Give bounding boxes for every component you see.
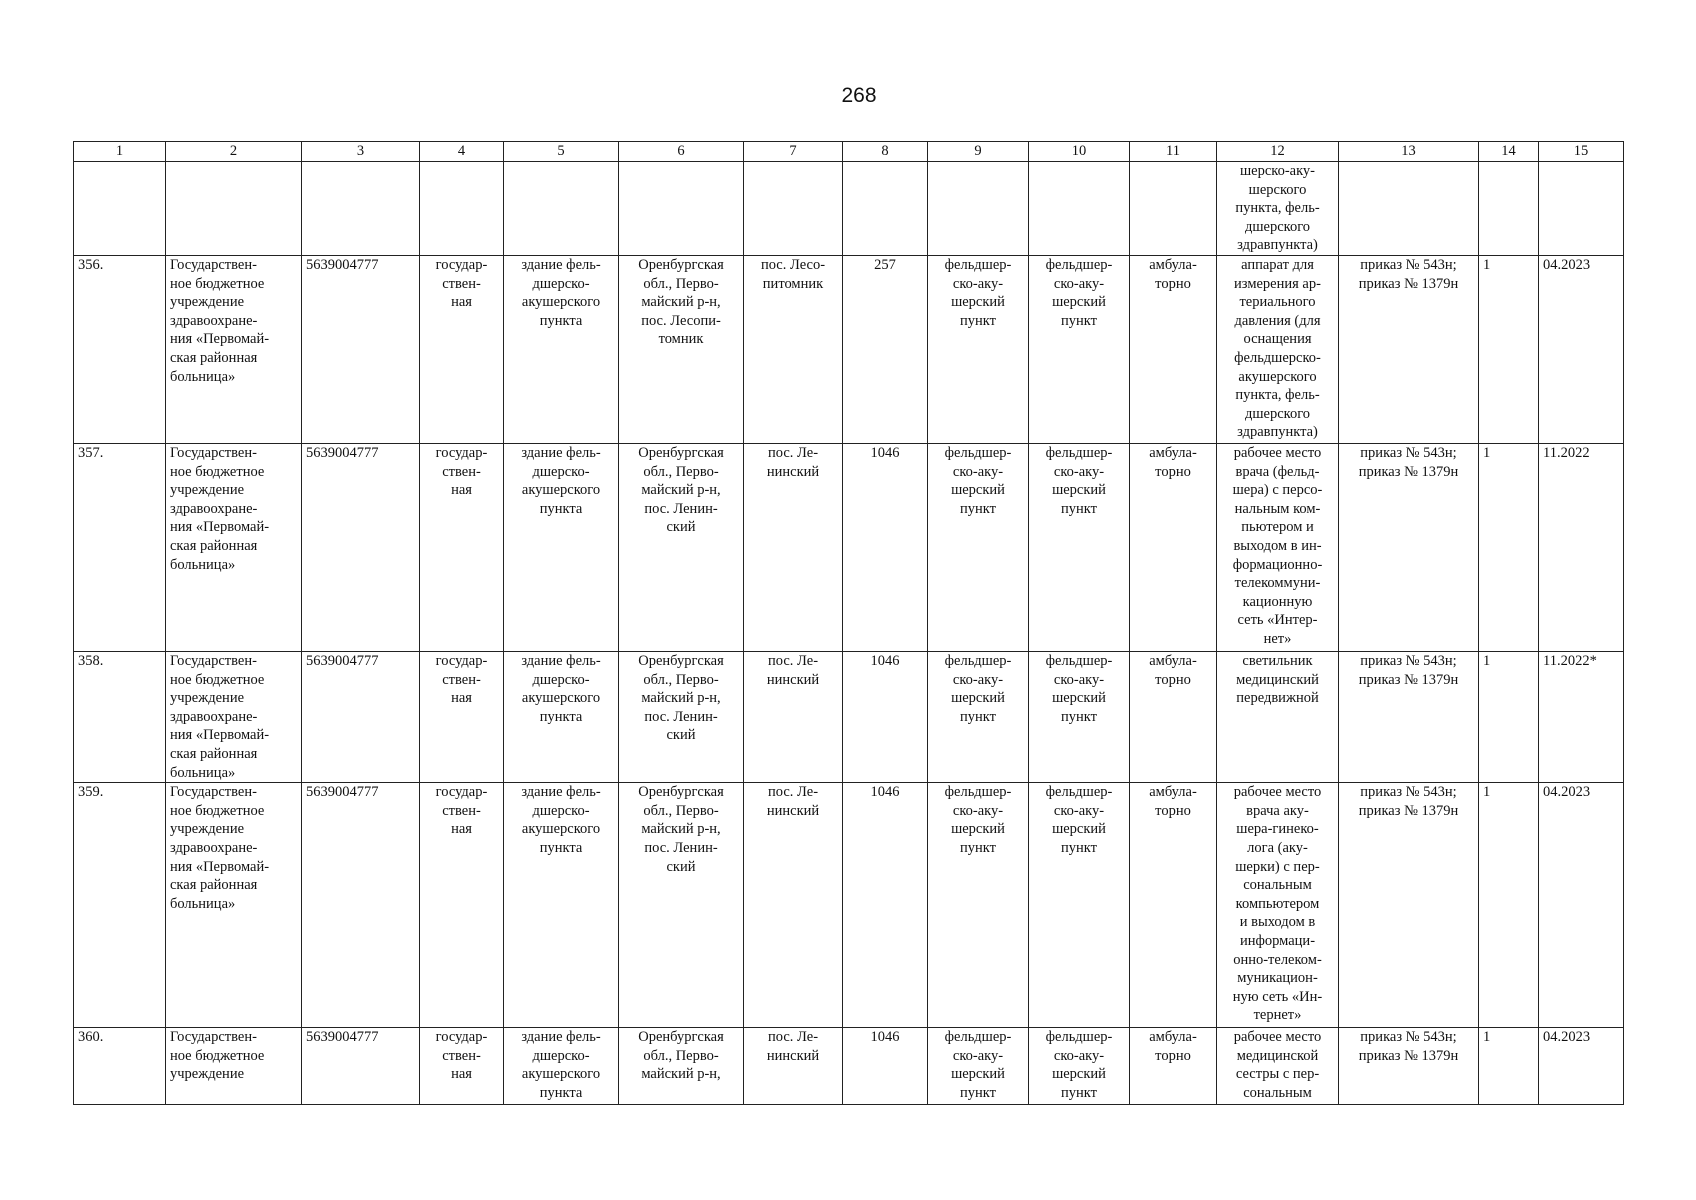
facility-type-cell: фельдшер- ско-аку- шерский пункт: [1029, 1028, 1130, 1105]
facility-type-cell: фельдшер- ско-аку- шерский пункт: [1029, 256, 1130, 444]
building-cell: здание фель- дшерско- акушерского пункта: [504, 652, 619, 783]
date-cell: 04.2023: [1539, 783, 1624, 1028]
ownership-cell: государ- ствен- ная: [420, 256, 504, 444]
facility-type-cell: фельдшер- ско-аку- шерский пункт: [928, 256, 1029, 444]
column-header: 2: [166, 142, 302, 162]
population-cell: 1046: [843, 444, 928, 652]
quantity-cell: 1: [1479, 783, 1539, 1028]
column-header: 14: [1479, 142, 1539, 162]
facility-type-cell: фельдшер- ско-аку- шерский пункт: [1029, 652, 1130, 783]
column-header: 8: [843, 142, 928, 162]
population-cell: 1046: [843, 783, 928, 1028]
equipment-cell: шерско-аку- шерского пункта, фель- дшерского здравпункта): [1217, 162, 1339, 256]
quantity-cell: 1: [1479, 444, 1539, 652]
order-cell: приказ № 543н; приказ № 1379н: [1339, 652, 1479, 783]
order-cell: приказ № 543н; приказ № 1379н: [1339, 783, 1479, 1028]
table-row: [74, 444, 1624, 652]
table-cell: [1130, 162, 1217, 256]
care-mode-cell: амбула- торно: [1130, 444, 1217, 652]
inn-cell: 5639004777: [302, 652, 420, 783]
equipment-cell: рабочее место медицинской сестры с пер- сональным: [1217, 1028, 1339, 1105]
care-mode-cell: амбула- торно: [1130, 256, 1217, 444]
row-number: 358.: [74, 652, 166, 783]
equipment-cell: светильник медицинский передвижной: [1217, 652, 1339, 783]
order-cell: приказ № 543н; приказ № 1379н: [1339, 1028, 1479, 1105]
table-cell: [1539, 162, 1624, 256]
population-cell: 1046: [843, 652, 928, 783]
address-cell: Оренбургская обл., Перво- майский р-н, пос. Ленин- ский: [619, 783, 744, 1028]
column-header: 7: [744, 142, 843, 162]
date-cell: 04.2023: [1539, 256, 1624, 444]
care-mode-cell: амбула- торно: [1130, 652, 1217, 783]
ownership-cell: государ- ствен- ная: [420, 444, 504, 652]
care-mode-cell: амбула- торно: [1130, 1028, 1217, 1105]
date-cell: 11.2022: [1539, 444, 1624, 652]
facility-type-cell: фельдшер- ско-аку- шерский пункт: [928, 444, 1029, 652]
equipment-cell: аппарат для измерения ар- териального давления (для оснащения фельдшерско- акушерского пункта, фель- дшерского здравпункта): [1217, 256, 1339, 444]
facility-type-cell: фельдшер- ско-аку- шерский пункт: [928, 783, 1029, 1028]
ownership-cell: государ- ствен- ная: [420, 652, 504, 783]
row-number: 359.: [74, 783, 166, 1028]
column-header: 10: [1029, 142, 1130, 162]
address-cell: Оренбургская обл., Перво- майский р-н, пос. Ленин- ский: [619, 444, 744, 652]
row-number: 360.: [74, 1028, 166, 1105]
ownership-cell: государ- ствен- ная: [420, 1028, 504, 1105]
locality-cell: пос. Лесо- питомник: [744, 256, 843, 444]
building-cell: здание фель- дшерско- акушерского пункта: [504, 256, 619, 444]
column-header: 1: [74, 142, 166, 162]
table-cell: [74, 162, 166, 256]
table-row: [74, 652, 1624, 783]
table-cell: [928, 162, 1029, 256]
table-cell: [302, 162, 420, 256]
address-cell: Оренбургская обл., Перво- майский р-н, пос. Лесопи- томник: [619, 256, 744, 444]
column-number-row: [74, 142, 1624, 162]
table-cell: [744, 162, 843, 256]
facility-type-cell: фельдшер- ско-аку- шерский пункт: [1029, 444, 1130, 652]
inn-cell: 5639004777: [302, 783, 420, 1028]
table-cell: [420, 162, 504, 256]
continuation-row: [74, 162, 1624, 256]
locality-cell: пос. Ле- нинский: [744, 783, 843, 1028]
equipment-cell: рабочее место врача аку- шера-гинеко- лога (аку- шерки) с пер- сональным компьютером и выходом в информаци- онно-телеком- муникацион- ную сеть «Ин- тернет»: [1217, 783, 1339, 1028]
care-mode-cell: амбула- торно: [1130, 783, 1217, 1028]
facility-type-cell: фельдшер- ско-аку- шерский пункт: [928, 1028, 1029, 1105]
column-header: 12: [1217, 142, 1339, 162]
table-cell: [504, 162, 619, 256]
column-header: 3: [302, 142, 420, 162]
organization-cell: Государствен- ное бюджетное учреждение здравоохране- ния «Первомай- ская районная больница»: [166, 256, 302, 444]
address-cell: Оренбургская обл., Перво- майский р-н,: [619, 1028, 744, 1105]
order-cell: приказ № 543н; приказ № 1379н: [1339, 256, 1479, 444]
quantity-cell: 1: [1479, 1028, 1539, 1105]
date-cell: 11.2022*: [1539, 652, 1624, 783]
column-header: 15: [1539, 142, 1624, 162]
organization-cell: Государствен- ное бюджетное учреждение здравоохране- ния «Первомай- ская районная больница»: [166, 652, 302, 783]
organization-cell: Государствен- ное бюджетное учреждение: [166, 1028, 302, 1105]
order-cell: приказ № 543н; приказ № 1379н: [1339, 444, 1479, 652]
table-row: [74, 1028, 1624, 1105]
building-cell: здание фель- дшерско- акушерского пункта: [504, 444, 619, 652]
population-cell: 1046: [843, 1028, 928, 1105]
table-row: [74, 256, 1624, 444]
population-cell: 257: [843, 256, 928, 444]
locality-cell: пос. Ле- нинский: [744, 652, 843, 783]
column-header: 11: [1130, 142, 1217, 162]
organization-cell: Государствен- ное бюджетное учреждение здравоохране- ния «Первомай- ская районная больница»: [166, 444, 302, 652]
equipment-cell: рабочее место врача (фельд- шера) с персо- нальным ком- пьютером и выходом в ин- формационно- телекоммуни- кационную сеть «Интер- нет»: [1217, 444, 1339, 652]
register-table: [73, 141, 1624, 1105]
column-header: 6: [619, 142, 744, 162]
page-number: 268: [841, 84, 877, 107]
inn-cell: 5639004777: [302, 256, 420, 444]
address-cell: Оренбургская обл., Перво- майский р-н, пос. Ленин- ский: [619, 652, 744, 783]
quantity-cell: 1: [1479, 652, 1539, 783]
table-cell: [1479, 162, 1539, 256]
column-header: 4: [420, 142, 504, 162]
ownership-cell: государ- ствен- ная: [420, 783, 504, 1028]
table-cell: [619, 162, 744, 256]
inn-cell: 5639004777: [302, 1028, 420, 1105]
column-header: 13: [1339, 142, 1479, 162]
column-header: 5: [504, 142, 619, 162]
table-row: [74, 783, 1624, 1028]
quantity-cell: 1: [1479, 256, 1539, 444]
locality-cell: пос. Ле- нинский: [744, 1028, 843, 1105]
building-cell: здание фель- дшерско- акушерского пункта: [504, 783, 619, 1028]
table-cell: [1029, 162, 1130, 256]
facility-type-cell: фельдшер- ско-аку- шерский пункт: [928, 652, 1029, 783]
row-number: 356.: [74, 256, 166, 444]
locality-cell: пос. Ле- нинский: [744, 444, 843, 652]
facility-type-cell: фельдшер- ско-аку- шерский пункт: [1029, 783, 1130, 1028]
date-cell: 04.2023: [1539, 1028, 1624, 1105]
row-number: 357.: [74, 444, 166, 652]
table-cell: [1339, 162, 1479, 256]
building-cell: здание фель- дшерско- акушерского пункта: [504, 1028, 619, 1105]
table-cell: [166, 162, 302, 256]
table-cell: [843, 162, 928, 256]
column-header: 9: [928, 142, 1029, 162]
inn-cell: 5639004777: [302, 444, 420, 652]
organization-cell: Государствен- ное бюджетное учреждение здравоохране- ния «Первомай- ская районная больница»: [166, 783, 302, 1028]
